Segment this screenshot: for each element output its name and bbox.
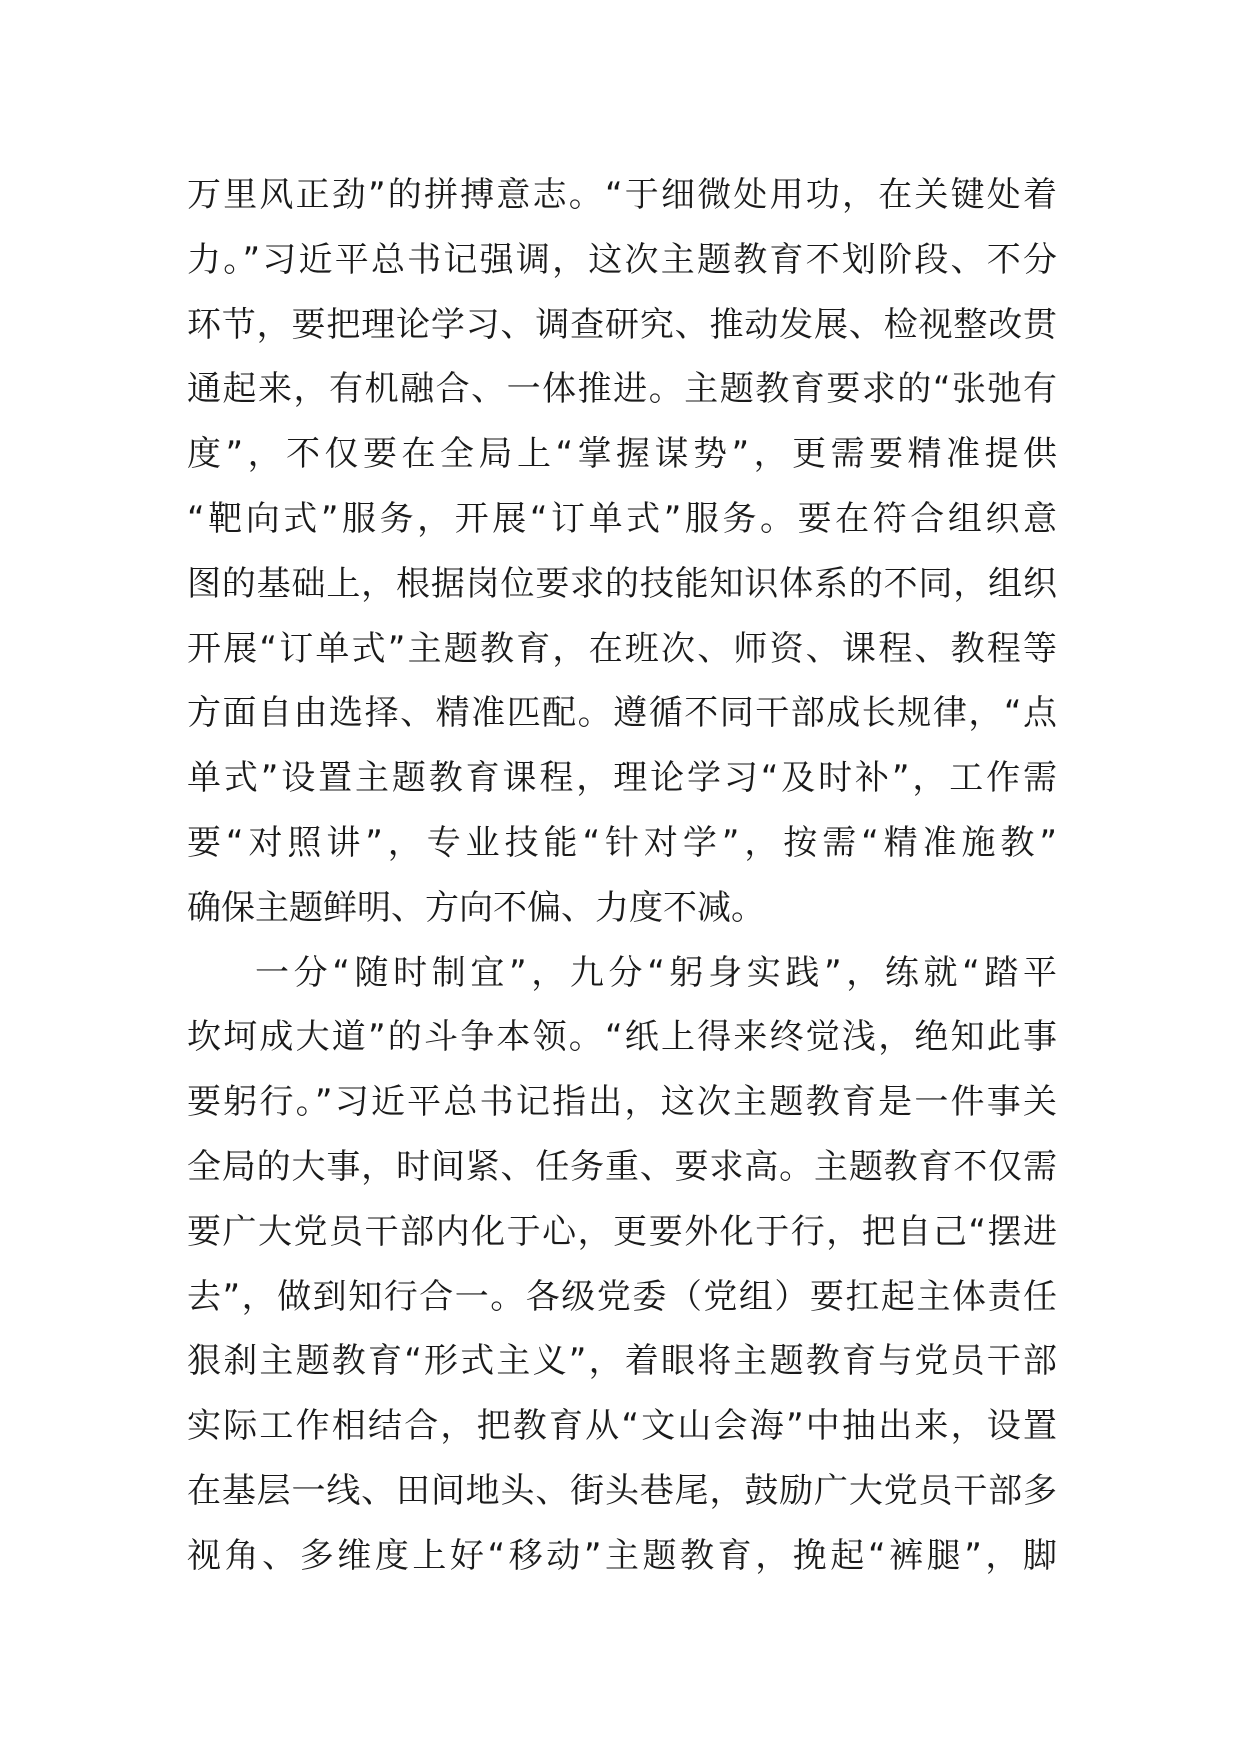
text-line: 要“对照讲”，专业技能“针对学”，按需“精准施教” [187, 822, 1057, 863]
text-line: 开展“订单式”主题教育，在班次、师资、课程、教程等 [187, 628, 1057, 669]
text-line: 在基层一线、田间地头、街头巷尾，鼓励广大党员干部多 [187, 1470, 1057, 1511]
text-line: 狠刹主题教育“形式主义”，着眼将主题教育与党员干部 [187, 1341, 1057, 1382]
paragraph-1 [187, 163, 1057, 941]
document-body [187, 163, 1057, 1589]
text-line: 全局的大事，时间紧、任务重、要求高。主题教育不仅需 [187, 1146, 1057, 1187]
text-line: 要广大党员干部内化于心，更要外化于行，把自己“摆进 [187, 1211, 1057, 1252]
text-line: 方面自由选择、精准匹配。遵循不同干部成长规律，“点 [187, 693, 1057, 734]
text-line: 度”，不仅要在全局上“掌握谋势”，更需要精准提供 [187, 434, 1057, 475]
paragraph-2 [187, 941, 1057, 1589]
text-line: 实际工作相结合，把教育从“文山会海”中抽出来，设置 [187, 1406, 1057, 1447]
text-line: 坎坷成大道”的斗争本领。“纸上得来终觉浅，绝知此事 [187, 1017, 1057, 1058]
text-line: 万里风正劲”的拼搏意志。“于细微处用功，在关键处着 [187, 175, 1057, 215]
text-line: 要躬行。”习近平总书记指出，这次主题教育是一件事关 [187, 1082, 1057, 1123]
text-line: 单式”设置主题教育课程，理论学习“及时补”，工作需 [187, 758, 1057, 799]
text-line: 确保主题鲜明、方向不偏、力度不减。 [187, 887, 765, 928]
text-line: 去”，做到知行合一。各级党委（党组）要扛起主体责任 [187, 1276, 1057, 1317]
text-line: 视角、多维度上好“移动”主题教育，挽起“裤腿”，脚 [187, 1535, 1057, 1576]
text-line: 环节，要把理论学习、调查研究、推动发展、检视整改贯 [187, 304, 1057, 345]
text-line: “靶向式”服务，开展“订单式”服务。要在符合组织意 [187, 498, 1057, 539]
text-line: 通起来，有机融合、一体推进。主题教育要求的“张弛有 [187, 369, 1057, 410]
text-line: 图的基础上，根据岗位要求的技能知识体系的不同，组织 [187, 563, 1057, 604]
text-line: 一分“随时制宜”，九分“躬身实践”，练就“踏平 [255, 952, 1057, 993]
text-line: 力。”习近平总书记强调，这次主题教育不划阶段、不分 [187, 239, 1057, 280]
